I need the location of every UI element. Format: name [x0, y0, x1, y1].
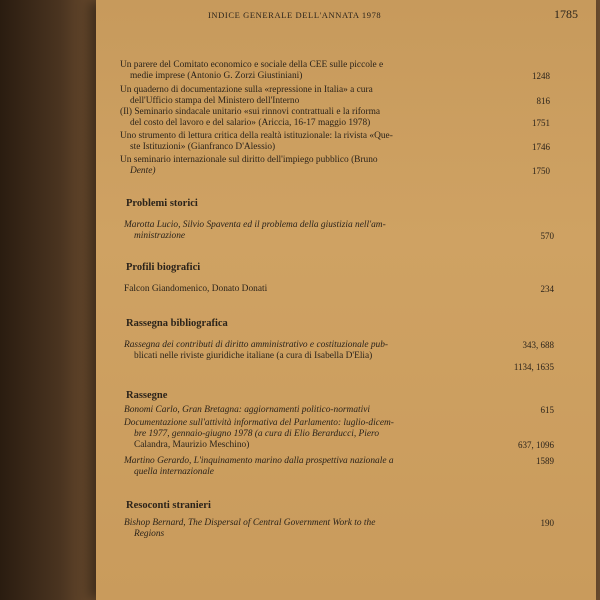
entry-page: 1750 [532, 166, 550, 176]
index-entry [120, 60, 550, 82]
entry-line: Bishop Bernard, The Dispersal of Central Government Work to the [124, 518, 376, 528]
index-entry [120, 155, 550, 177]
entry-line: ministrazione [134, 231, 186, 241]
entry-line: ste Istituzioni» (Gianfranco D'Alessio) [130, 142, 276, 152]
header-title: INDICE GENERALE DELL'ANNATA 1978 [208, 10, 382, 20]
entry-line: Martino Gerardo, L'inquinamento marino dalla prospettiva nazionale a [124, 456, 394, 466]
entry-line: Dente) [130, 166, 156, 176]
entry-page: 615 [540, 405, 554, 415]
index-entry [124, 284, 554, 295]
entry-page: 1248 [532, 71, 550, 81]
entry-page: 1751 [532, 118, 550, 128]
index-entry [124, 418, 554, 451]
entry-line: Un parere del Comitato economico e sociale della CEE sulle piccole e [120, 60, 384, 70]
entry-page: 190 [540, 518, 554, 528]
entry-line: (Il) Seminario sindacale unitario «sui rinnovi contrattuali e la riforma [120, 107, 381, 117]
entry-line: dell'Ufficio stampa del Ministero dell'Interno [130, 96, 300, 106]
index-entry [124, 518, 554, 540]
entry-page: 1589 [536, 456, 554, 466]
entry-line: Falcon Giandomenico, Donato Donati [124, 284, 268, 294]
entry-page: 570 [540, 231, 554, 241]
entry-line: quella internazionale [134, 467, 214, 477]
entry-line: Bonomi Carlo, Gran Bretagna: aggiornamenti politico-normativi [124, 405, 370, 415]
page-number: 1785 [554, 7, 578, 21]
section-heading: Problemi storici [126, 198, 198, 209]
section-heading: Rassegna bibliografica [126, 318, 228, 329]
section-heading: Rassegne [126, 390, 168, 401]
entry-line: Calandra, Maurizio Meschino) [134, 440, 250, 450]
entry-line: blicati nelle riviste giuridiche italiane (a cura di Isabella D'Elia) [134, 351, 373, 361]
index-entry [124, 340, 554, 372]
index-entry [124, 456, 554, 478]
index-entry [124, 405, 554, 416]
entry-page: 234 [540, 284, 554, 294]
entry-line: Un seminario internazionale sul diritto dell'impiego pubblico (Bruno [120, 155, 378, 165]
index-entry [124, 220, 554, 242]
entry-line: Documentazione sull'attività informativa del Parlamento: luglio-dicem- [124, 418, 394, 428]
entry-line: bre 1977, gennaio-giugno 1978 (a cura di Elio Berarducci, Piero [134, 429, 380, 439]
section-heading: Profili biografici [126, 262, 201, 273]
section-heading: Resoconti stranieri [126, 500, 211, 511]
entry-line: Un quaderno di documentazione sulla «repressione in Italia» a cura [120, 85, 373, 95]
running-header [208, 7, 588, 21]
entry-line: Rassegna dei contributi di diritto amministrativo e costituzionale pub- [124, 340, 389, 350]
entry-line: Marotta Lucio, Silvio Spaventa ed il problema della giustizia nell'am- [124, 220, 386, 230]
entry-page: 637, 1096 [518, 440, 554, 450]
entry-page: 343, 688 [522, 340, 554, 350]
entry-line: Regions [134, 529, 165, 539]
index-entry [120, 107, 550, 129]
entry-page: 1746 [532, 142, 550, 152]
entry-line: medie imprese (Antonio G. Zorzi Giustiniani) [130, 71, 303, 81]
entry-line: del costo del lavoro e del salario» (Ariccia, 16-17 maggio 1978) [130, 118, 371, 128]
entry-page: 816 [536, 96, 550, 106]
index-entry [120, 131, 550, 153]
entry-page: 1134, 1635 [513, 362, 554, 372]
entry-line: Uno strumento di lettura critica della realtà istituzionale: la rivista «Que- [120, 131, 393, 141]
index-entry [120, 85, 550, 107]
